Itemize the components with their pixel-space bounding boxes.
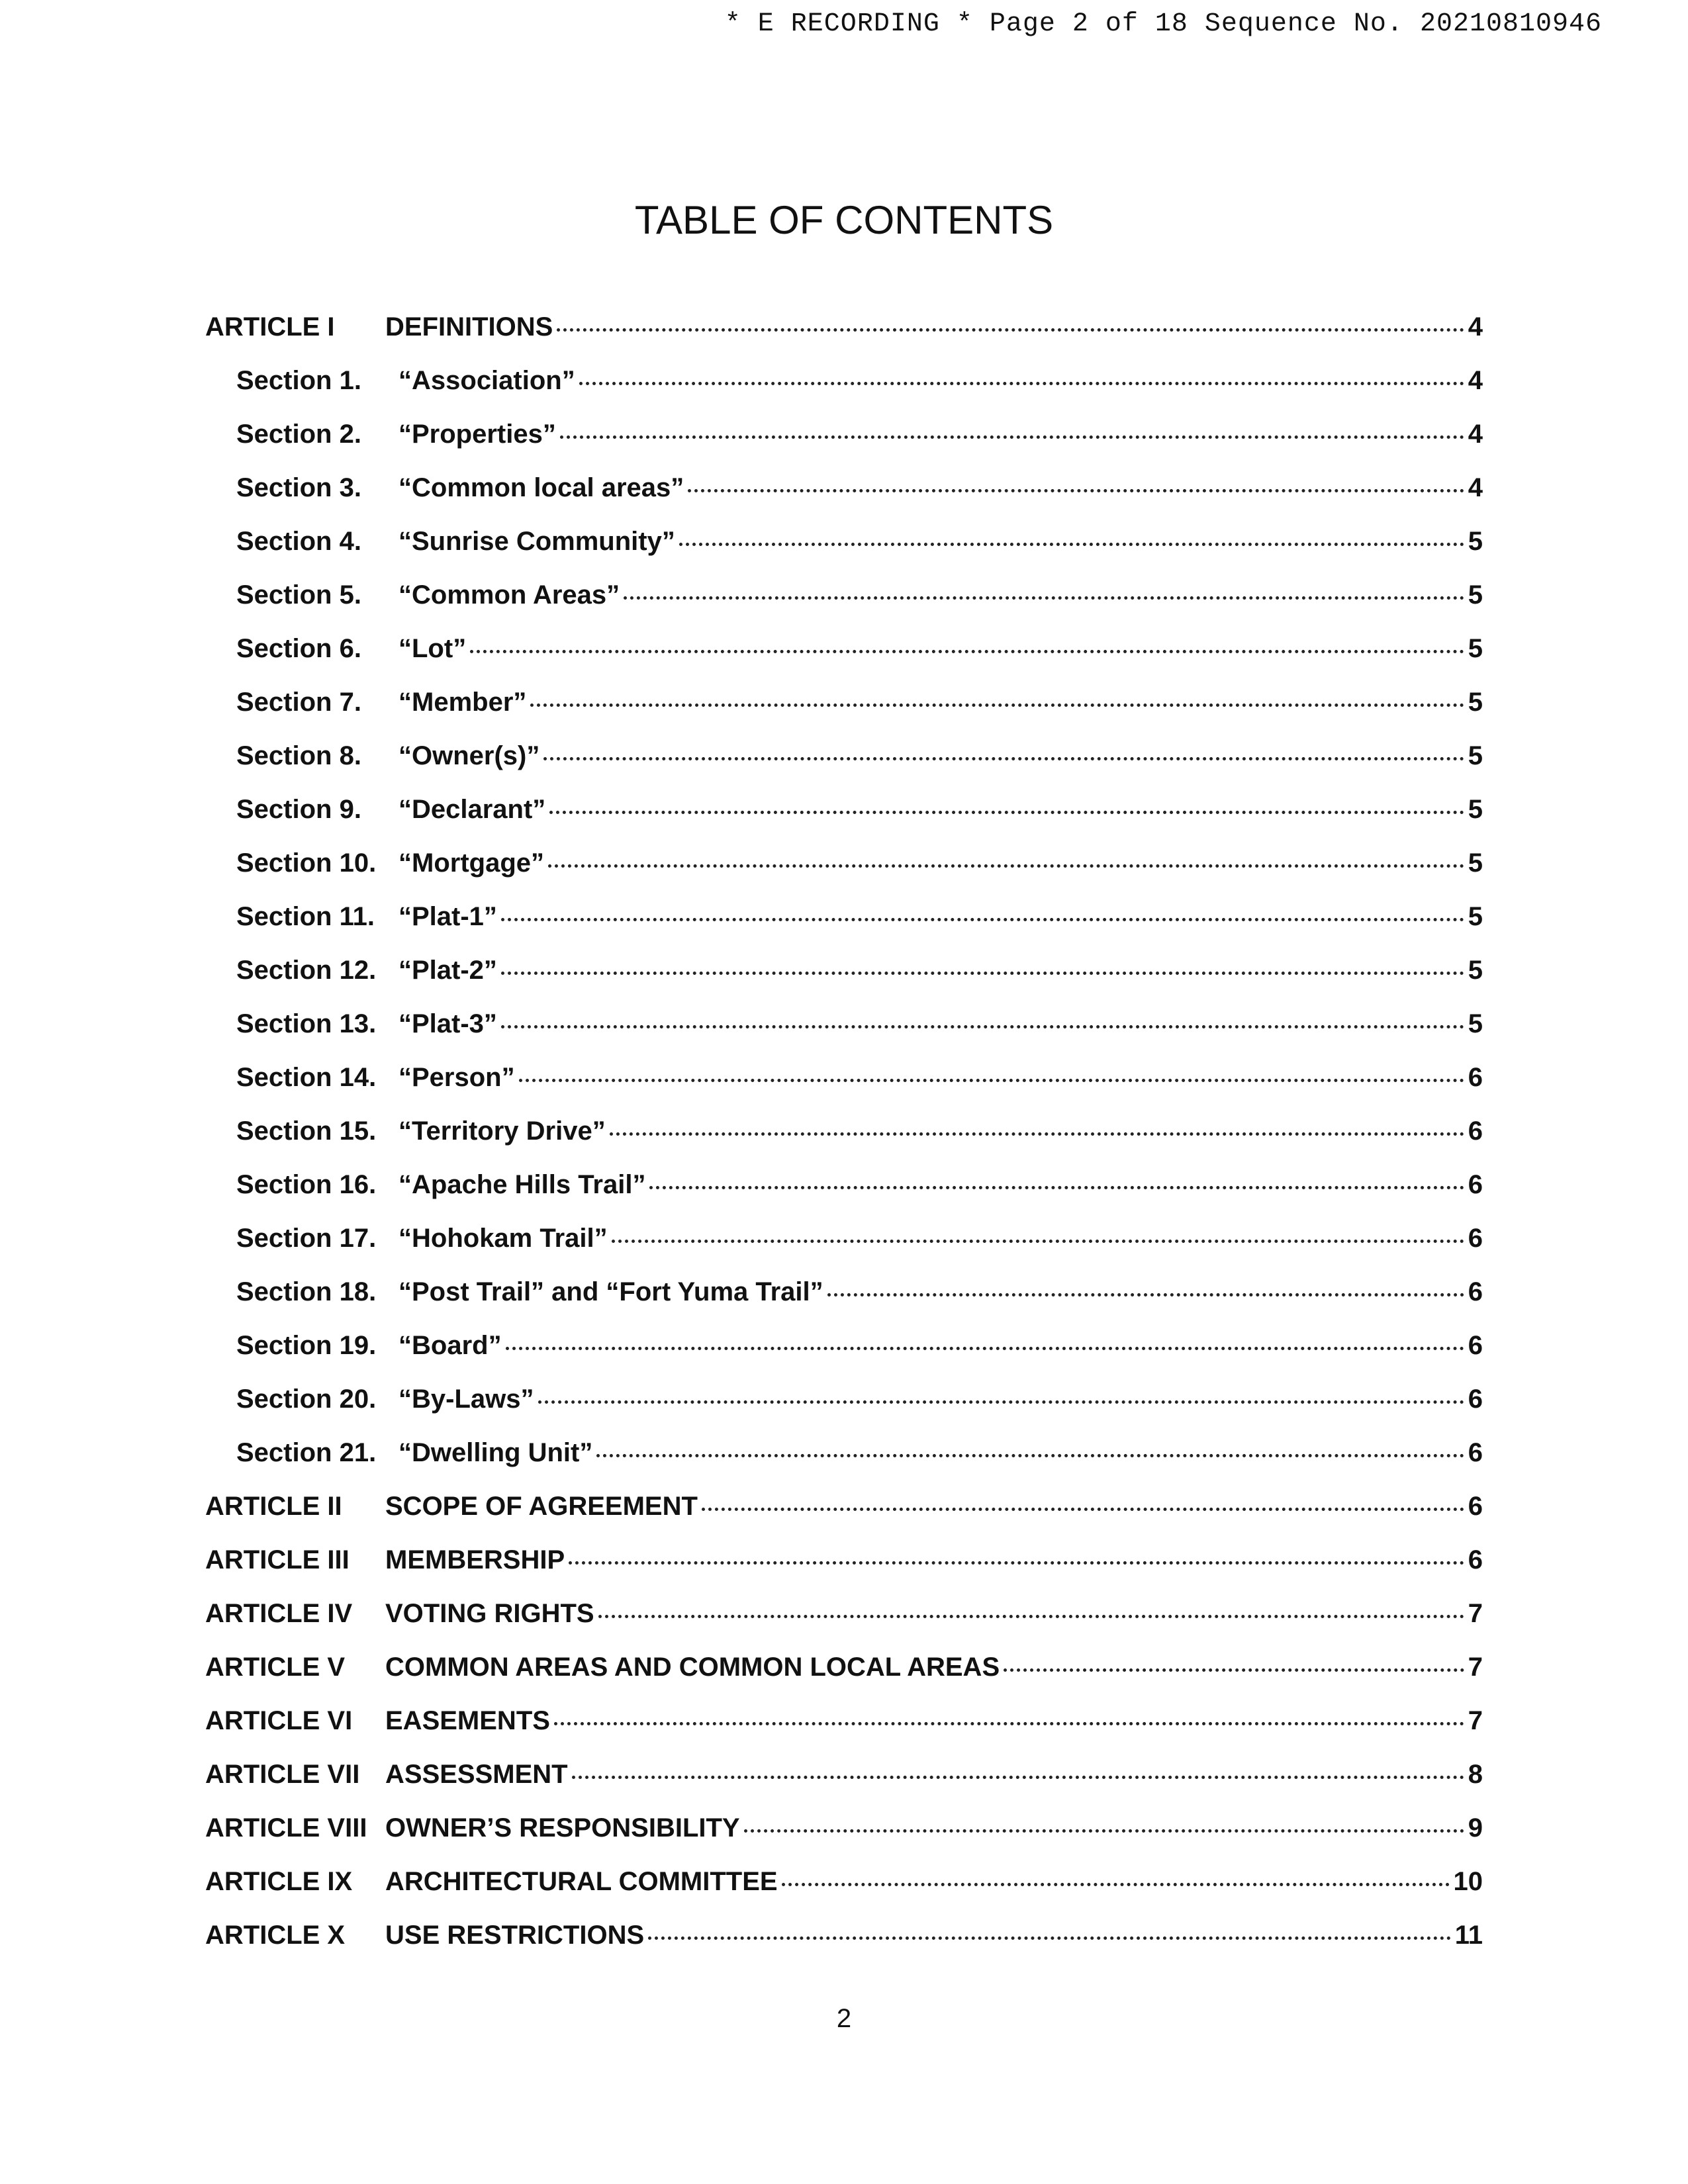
toc-entry-label: ARCHITECTURAL COMMITTEE [385, 1867, 778, 1896]
dot-leader [679, 543, 1464, 546]
toc-entry [205, 1599, 1483, 1653]
toc-entry-number: Section 11. [236, 902, 375, 931]
toc-entry-number: ARTICLE VIII [205, 1813, 367, 1843]
toc-entry-page: 5 [1468, 741, 1483, 770]
toc-entry-number: Section 1. [236, 366, 361, 395]
toc-entry [205, 1492, 1483, 1545]
toc-entry-number: Section 16. [236, 1170, 377, 1199]
toc-entry-label: “Plat-3” [399, 1009, 497, 1038]
toc-entry-label: “Plat-2” [399, 956, 497, 985]
toc-entry [205, 473, 1483, 527]
dot-leader [554, 1722, 1464, 1725]
toc-entry-label: “Hohokam Trail” [399, 1224, 608, 1253]
page-title: TABLE OF CONTENTS [634, 198, 1054, 242]
toc-entry-page: 6 [1468, 1438, 1483, 1467]
toc-entry-page: 5 [1468, 527, 1483, 556]
toc-entry-label: “Person” [399, 1063, 515, 1092]
toc-entry-page: 6 [1468, 1385, 1483, 1414]
toc-entry [205, 1009, 1483, 1063]
toc-entry-label: “Common Areas” [399, 580, 620, 610]
toc-entry-label: “Plat-1” [399, 902, 497, 931]
toc-entry-label: “Mortgage” [399, 848, 544, 878]
toc-entry-label: SCOPE OF AGREEMENT [385, 1492, 698, 1521]
toc-entry-label: “Owner(s)” [399, 741, 540, 770]
toc-entry-page: 9 [1468, 1813, 1483, 1843]
toc-entry-page: 6 [1468, 1331, 1483, 1360]
toc-entry-page: 6 [1468, 1545, 1483, 1574]
toc-entry-label: “Sunrise Community” [399, 527, 675, 556]
toc-entry [205, 1760, 1483, 1813]
toc-entry [205, 420, 1483, 473]
toc-entry-page: 4 [1468, 420, 1483, 449]
toc-entry [205, 634, 1483, 688]
toc-entry-label: “By-Laws” [399, 1385, 534, 1414]
toc-entry [205, 741, 1483, 795]
toc-entry-number: Section 14. [236, 1063, 377, 1092]
dot-leader [530, 704, 1464, 707]
toc-entry [205, 902, 1483, 956]
dot-leader [649, 1186, 1464, 1189]
toc-entry-page: 6 [1468, 1224, 1483, 1253]
toc-entry-page: 5 [1468, 956, 1483, 985]
toc-entry-number: Section 18. [236, 1277, 377, 1306]
toc-entry-number: ARTICLE II [205, 1492, 342, 1521]
toc-entry-number: Section 3. [236, 473, 361, 502]
toc-entry-page: 4 [1468, 366, 1483, 395]
toc-entry-page: 6 [1468, 1116, 1483, 1146]
toc-entry-page: 5 [1468, 795, 1483, 824]
toc-entry [205, 580, 1483, 634]
dot-leader [624, 596, 1464, 600]
toc-entry-page: 6 [1468, 1277, 1483, 1306]
dot-leader [557, 328, 1464, 332]
dot-leader [560, 435, 1464, 439]
toc-entry-number: ARTICLE VII [205, 1760, 360, 1789]
toc-entry-number: ARTICLE III [205, 1545, 350, 1574]
toc-entry-number: ARTICLE IX [205, 1867, 353, 1896]
toc-entry-number: Section 20. [236, 1385, 377, 1414]
toc-entry-label: “Member” [399, 688, 527, 717]
toc-entry [205, 366, 1483, 420]
toc-entry-number: Section 12. [236, 956, 377, 985]
toc-entry-page: 6 [1468, 1170, 1483, 1199]
dot-leader [569, 1561, 1464, 1565]
toc-entry [205, 1116, 1483, 1170]
toc-entry-label: ASSESSMENT [385, 1760, 568, 1789]
toc-entry-page: 8 [1468, 1760, 1483, 1789]
toc-entry [205, 1438, 1483, 1492]
toc-entry-label: “Dwelling Unit” [399, 1438, 593, 1467]
toc-entry-number: ARTICLE I [205, 312, 335, 341]
toc-entry-page: 10 [1453, 1867, 1483, 1896]
toc-entry-number: Section 7. [236, 688, 361, 717]
dot-leader [543, 757, 1464, 760]
toc-entry-label: “Common local areas” [399, 473, 684, 502]
toc-entry [205, 795, 1483, 848]
dot-leader [702, 1508, 1464, 1511]
toc-entry [205, 1867, 1483, 1921]
dot-leader [572, 1776, 1464, 1779]
dot-leader [596, 1454, 1464, 1457]
toc-entry-number: Section 9. [236, 795, 361, 824]
toc-entry-number: Section 13. [236, 1009, 377, 1038]
toc-entry [205, 1813, 1483, 1867]
dot-leader [744, 1829, 1464, 1833]
toc-entry-number: Section 2. [236, 420, 361, 449]
toc-entry-page: 4 [1468, 473, 1483, 502]
toc-entry-label: USE RESTRICTIONS [385, 1921, 645, 1950]
toc-entry [205, 1545, 1483, 1599]
toc-entry-number: Section 6. [236, 634, 361, 663]
dot-leader [470, 650, 1464, 653]
toc-entry-number: Section 5. [236, 580, 361, 610]
toc-entry [205, 1385, 1483, 1438]
dot-leader [538, 1400, 1464, 1404]
dot-leader [688, 489, 1464, 492]
dot-leader [598, 1615, 1464, 1618]
dot-leader [610, 1132, 1464, 1136]
toc-entry [205, 527, 1483, 580]
toc-entry [205, 848, 1483, 902]
toc-entry-page: 5 [1468, 1009, 1483, 1038]
toc-entry-label: “Lot” [399, 634, 467, 663]
toc-entry [205, 1277, 1483, 1331]
toc-entry-number: ARTICLE X [205, 1921, 346, 1950]
toc-entry-label: VOTING RIGHTS [385, 1599, 594, 1628]
toc-entry-label: “Board” [399, 1331, 502, 1360]
toc-entry-label: “Territory Drive” [399, 1116, 606, 1146]
toc-entry-page: 7 [1468, 1706, 1483, 1735]
toc-entry-page: 11 [1454, 1921, 1483, 1950]
toc-entry-page: 5 [1468, 902, 1483, 931]
toc-entry-number: Section 8. [236, 741, 361, 770]
toc-entry [205, 312, 1483, 366]
toc-entry-page: 7 [1468, 1653, 1483, 1682]
dot-leader [579, 382, 1464, 385]
toc-entry [205, 1331, 1483, 1385]
dot-leader [648, 1936, 1451, 1940]
toc-entry-number: ARTICLE V [205, 1653, 346, 1682]
toc-entry [205, 1170, 1483, 1224]
table-of-contents [205, 312, 1483, 1974]
toc-entry-label: EASEMENTS [385, 1706, 550, 1735]
toc-entry-page: 5 [1468, 634, 1483, 663]
toc-entry-label: “Association” [399, 366, 575, 395]
toc-entry-label: COMMON AREAS AND COMMON LOCAL AREAS [385, 1653, 1000, 1682]
dot-leader [501, 972, 1464, 975]
dot-leader [548, 864, 1464, 868]
toc-entry-page: 5 [1468, 580, 1483, 610]
toc-entry-label: “Post Trail” and “Fort Yuma Trail” [399, 1277, 823, 1306]
toc-entry [205, 1063, 1483, 1116]
toc-entry [205, 1653, 1483, 1706]
toc-entry-number: Section 21. [236, 1438, 377, 1467]
toc-entry-number: Section 15. [236, 1116, 377, 1146]
toc-entry-label: OWNER’S RESPONSIBILITY [385, 1813, 740, 1843]
toc-entry-number: Section 17. [236, 1224, 377, 1253]
toc-entry-page: 4 [1468, 312, 1483, 341]
toc-entry [205, 1224, 1483, 1277]
toc-entry-label: “Declarant” [399, 795, 546, 824]
dot-leader [1004, 1668, 1464, 1672]
toc-entry-page: 7 [1468, 1599, 1483, 1628]
toc-entry-page: 6 [1468, 1063, 1483, 1092]
toc-entry-label: “Properties” [399, 420, 556, 449]
toc-entry-page: 5 [1468, 688, 1483, 717]
dot-leader [506, 1347, 1464, 1350]
page-number: 2 [836, 2004, 852, 2033]
toc-entry-number: ARTICLE IV [205, 1599, 353, 1628]
dot-leader [501, 918, 1464, 921]
toc-entry [205, 688, 1483, 741]
toc-entry-page: 5 [1468, 848, 1483, 878]
toc-entry-page: 6 [1468, 1492, 1483, 1521]
toc-entry-number: Section 4. [236, 527, 361, 556]
toc-entry-number: Section 10. [236, 848, 377, 878]
recording-header: * E RECORDING * Page 2 of 18 Sequence No. 20210810946 [724, 9, 1602, 39]
dot-leader [782, 1883, 1450, 1886]
dot-leader [612, 1240, 1464, 1243]
toc-entry-number: ARTICLE VI [205, 1706, 353, 1735]
dot-leader [501, 1025, 1464, 1028]
dot-leader [827, 1293, 1464, 1297]
toc-entry [205, 1706, 1483, 1760]
toc-entry-number: Section 19. [236, 1331, 377, 1360]
toc-entry [205, 1921, 1483, 1974]
toc-entry-label: “Apache Hills Trail” [399, 1170, 646, 1199]
toc-entry-label: MEMBERSHIP [385, 1545, 565, 1574]
toc-entry-label: DEFINITIONS [385, 312, 553, 341]
dot-leader [549, 811, 1464, 814]
dot-leader [519, 1079, 1464, 1082]
toc-entry [205, 956, 1483, 1009]
